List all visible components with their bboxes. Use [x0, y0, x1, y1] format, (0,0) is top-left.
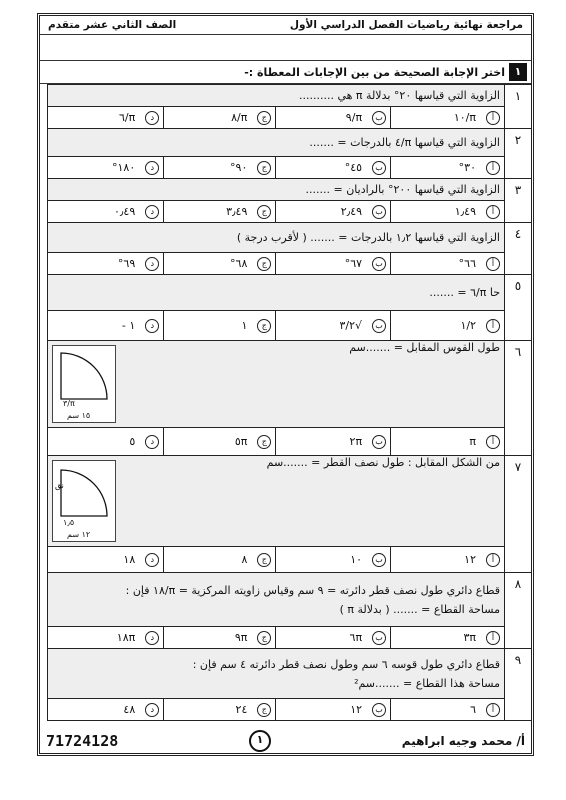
figure-label-side: ١٢ سم: [67, 530, 91, 539]
option-letter-circle: د: [145, 553, 159, 567]
question-text: [48, 223, 505, 253]
answer-option[interactable]: [164, 157, 276, 179]
options-row: [48, 107, 532, 129]
answer-option[interactable]: [276, 311, 391, 341]
option-value: ٩π: [234, 631, 248, 644]
answer-option[interactable]: [48, 107, 164, 129]
answer-option[interactable]: [391, 201, 505, 223]
option-value: ١٨: [123, 553, 136, 566]
question-text-line: الزاوية التي قياسها π/٤ بالدرجات = .......: [309, 136, 500, 149]
option-value: ٤٨: [123, 703, 136, 716]
question-number: ١: [505, 85, 532, 129]
answer-option[interactable]: [391, 311, 505, 341]
question-text: [48, 275, 505, 311]
option-letter-circle: ج: [257, 257, 271, 271]
option-value: ١٢: [464, 553, 476, 566]
question-number: ٦: [505, 341, 532, 456]
option-letter-circle: أ: [486, 161, 500, 175]
figure-label-angle: π/٣: [63, 399, 75, 408]
question-row: [48, 341, 532, 428]
option-value: ٦٨°: [230, 257, 248, 270]
option-value: ٦٦°: [458, 257, 476, 270]
question-number: ٢: [505, 129, 532, 179]
option-letter-circle: ب: [372, 435, 386, 449]
section-number: ١: [509, 63, 527, 81]
answer-option[interactable]: [164, 201, 276, 223]
option-value: ١٠: [350, 553, 363, 566]
page-frame: [37, 13, 534, 756]
option-value: ١٨π: [116, 631, 136, 644]
option-value: ٤٥°: [344, 161, 363, 174]
option-value: ١: [241, 319, 248, 332]
option-letter-circle: د: [145, 631, 159, 645]
answer-option[interactable]: [391, 428, 505, 456]
option-letter-circle: ب: [372, 553, 386, 567]
option-letter-circle: أ: [486, 111, 500, 125]
answer-option[interactable]: [48, 627, 164, 649]
section-heading: [40, 60, 531, 84]
option-value: ١ -: [121, 319, 136, 332]
answer-option[interactable]: [276, 627, 391, 649]
answer-option[interactable]: [276, 107, 391, 129]
option-value: ٦: [470, 703, 476, 716]
option-letter-circle: أ: [486, 703, 500, 717]
footer: [40, 729, 531, 753]
answer-option[interactable]: [48, 157, 164, 179]
answer-option[interactable]: [276, 547, 391, 573]
question-text-line-2: مساحة هذا القطاع = .......سم²: [354, 676, 500, 690]
questions-table: [47, 84, 532, 721]
option-value: π/٩: [345, 111, 363, 124]
option-letter-circle: د: [145, 319, 159, 333]
option-letter-circle: ج: [257, 703, 271, 717]
question-number: ٥: [505, 275, 532, 341]
option-letter-circle: أ: [486, 319, 500, 333]
section-instruction: اختر الإجابة الصحيحة من بين الإجابات المعطاة :-: [244, 65, 505, 79]
option-letter-circle: ج: [257, 631, 271, 645]
phone-number: 71724128: [46, 732, 119, 750]
options-row: [48, 311, 532, 341]
option-value: ١٫٤٩: [454, 205, 476, 218]
option-value: ٦π: [349, 631, 363, 644]
option-value: ١٢: [350, 703, 363, 716]
figure-label-side: ١٥ سم: [67, 411, 91, 420]
option-letter-circle: أ: [486, 435, 500, 449]
question-text-line: الزاوية التي قياسها ٢٠° بدلالة π هي ..........: [298, 89, 500, 102]
question-text-line: الزاوية التي قياسها ١٫٢ بالدرجات = ....... ( لأقرب درجة ): [236, 231, 500, 244]
sector-figure: [52, 345, 116, 423]
header: [40, 16, 531, 35]
option-value: ٦٩°: [117, 257, 136, 270]
answer-option[interactable]: [276, 157, 391, 179]
answer-option[interactable]: [164, 627, 276, 649]
figure-label-radius: نق: [55, 481, 64, 490]
question-text: [48, 341, 505, 428]
answer-option[interactable]: [276, 699, 391, 721]
question-text-line: الزاوية التي قياسها ٢٠٠° بالراديان = .......: [305, 183, 500, 196]
options-row: [48, 547, 532, 573]
question-text-line-2: مساحة القطاع = ....... ( بدلالة π ): [339, 602, 500, 616]
option-letter-circle: ج: [257, 161, 271, 175]
option-letter-circle: ب: [372, 111, 386, 125]
answer-option[interactable]: [164, 428, 276, 456]
question-text: [48, 456, 505, 547]
option-letter-circle: ب: [372, 161, 386, 175]
question-row: [48, 85, 532, 107]
answer-option[interactable]: [48, 547, 164, 573]
question-row: [48, 573, 532, 627]
answer-option[interactable]: [164, 547, 276, 573]
answer-option[interactable]: [391, 157, 505, 179]
header-grade: الصف الثاني عشر متقدم: [48, 19, 177, 31]
answer-option[interactable]: [391, 107, 505, 129]
question-row: [48, 223, 532, 253]
option-letter-circle: د: [145, 161, 159, 175]
answer-option[interactable]: [164, 311, 276, 341]
option-value: π/١٠: [453, 111, 476, 124]
header-title: مراجعة نهائية رياضيات الفصل الدراسي الأول: [289, 19, 523, 31]
answer-option[interactable]: [391, 253, 505, 275]
option-letter-circle: ب: [372, 205, 386, 219]
options-row: [48, 201, 532, 223]
option-value: π: [469, 435, 476, 448]
option-value: ٩٠°: [230, 161, 248, 174]
option-value: ٨: [241, 553, 248, 566]
option-letter-circle: ب: [372, 631, 386, 645]
option-value: ١/٢: [460, 319, 476, 332]
option-letter-circle: ب: [372, 257, 386, 271]
options-row: [48, 627, 532, 649]
question-text: [48, 129, 505, 157]
answer-option[interactable]: [276, 428, 391, 456]
options-row: [48, 157, 532, 179]
answer-option[interactable]: [48, 201, 164, 223]
options-row: [48, 699, 532, 721]
option-letter-circle: ج: [257, 205, 271, 219]
option-letter-circle: أ: [486, 205, 500, 219]
option-letter-circle: ب: [372, 703, 386, 717]
option-letter-circle: د: [145, 435, 159, 449]
option-letter-circle: ج: [257, 435, 271, 449]
figure-label-angle: ١٫٥: [63, 518, 75, 527]
teacher-name: أ/ محمد وجيه ابراهيم: [401, 734, 525, 748]
question-text: [48, 85, 505, 107]
option-value: ٢٫٤٩: [340, 205, 363, 218]
option-letter-circle: د: [145, 205, 159, 219]
option-letter-circle: ج: [257, 111, 271, 125]
option-value: π/٨: [231, 111, 248, 124]
option-value: ١٨٠°: [112, 161, 136, 174]
option-value: π/٦: [118, 111, 136, 124]
option-value: ٥: [129, 435, 136, 448]
answer-option[interactable]: [48, 311, 164, 341]
option-value: ٥π: [234, 435, 248, 448]
answer-option[interactable]: [276, 201, 391, 223]
answer-option[interactable]: [48, 253, 164, 275]
option-value: ٣٠°: [458, 161, 476, 174]
option-value: ٣٫٤٩: [226, 205, 248, 218]
question-text: [48, 179, 505, 201]
question-number: ٤: [505, 223, 532, 275]
question-number: ٩: [505, 649, 532, 721]
option-value: ٠٫٤٩: [113, 205, 136, 218]
question-text: [48, 649, 505, 699]
question-text-line: طول القوس المقابل = .......سم: [349, 341, 500, 354]
answer-option[interactable]: [391, 699, 505, 721]
option-letter-circle: د: [145, 703, 159, 717]
option-letter-circle: د: [145, 257, 159, 271]
question-number: ٨: [505, 573, 532, 649]
option-letter-circle: ب: [372, 319, 386, 333]
option-value: ٣π: [463, 631, 476, 644]
option-value: ٢π: [349, 435, 363, 448]
answer-option[interactable]: [164, 253, 276, 275]
question-row: [48, 649, 532, 699]
question-row: [48, 275, 532, 311]
page-number: ١: [249, 730, 271, 752]
question-text-line: قطاع دائري طول نصف قطر دائرته = ٩ سم وقياس زاويته المركزية = π/١٨ فإن :: [125, 583, 500, 597]
answer-option[interactable]: [276, 253, 391, 275]
answer-option[interactable]: [164, 699, 276, 721]
option-letter-circle: أ: [486, 257, 500, 271]
option-letter-circle: د: [145, 111, 159, 125]
option-letter-circle: ج: [257, 319, 271, 333]
answer-option[interactable]: [48, 428, 164, 456]
option-value: ٢٤: [235, 703, 248, 716]
option-letter-circle: أ: [486, 631, 500, 645]
question-text-line: حا π/٦ = .......: [429, 286, 500, 299]
answer-option[interactable]: [391, 547, 505, 573]
answer-option[interactable]: [391, 627, 505, 649]
question-text: [48, 573, 505, 627]
options-row: [48, 253, 532, 275]
options-row: [48, 428, 532, 456]
answer-option[interactable]: [48, 699, 164, 721]
question-number: ٧: [505, 456, 532, 573]
question-text-line: من الشكل المقابل : طول نصف القطر = .......سم: [266, 456, 500, 469]
option-letter-circle: ج: [257, 553, 271, 567]
question-row: [48, 456, 532, 547]
sector-figure: [52, 460, 116, 542]
question-row: [48, 129, 532, 157]
option-letter-circle: أ: [486, 553, 500, 567]
question-text-line: قطاع دائري طول قوسه ٦ سم وطول نصف قطر دائرته ٤ سم فإن :: [192, 657, 500, 671]
answer-option[interactable]: [164, 107, 276, 129]
option-value: √٣/٢: [339, 319, 363, 332]
option-value: ٦٧°: [344, 257, 363, 270]
question-row: [48, 179, 532, 201]
question-number: ٣: [505, 179, 532, 223]
